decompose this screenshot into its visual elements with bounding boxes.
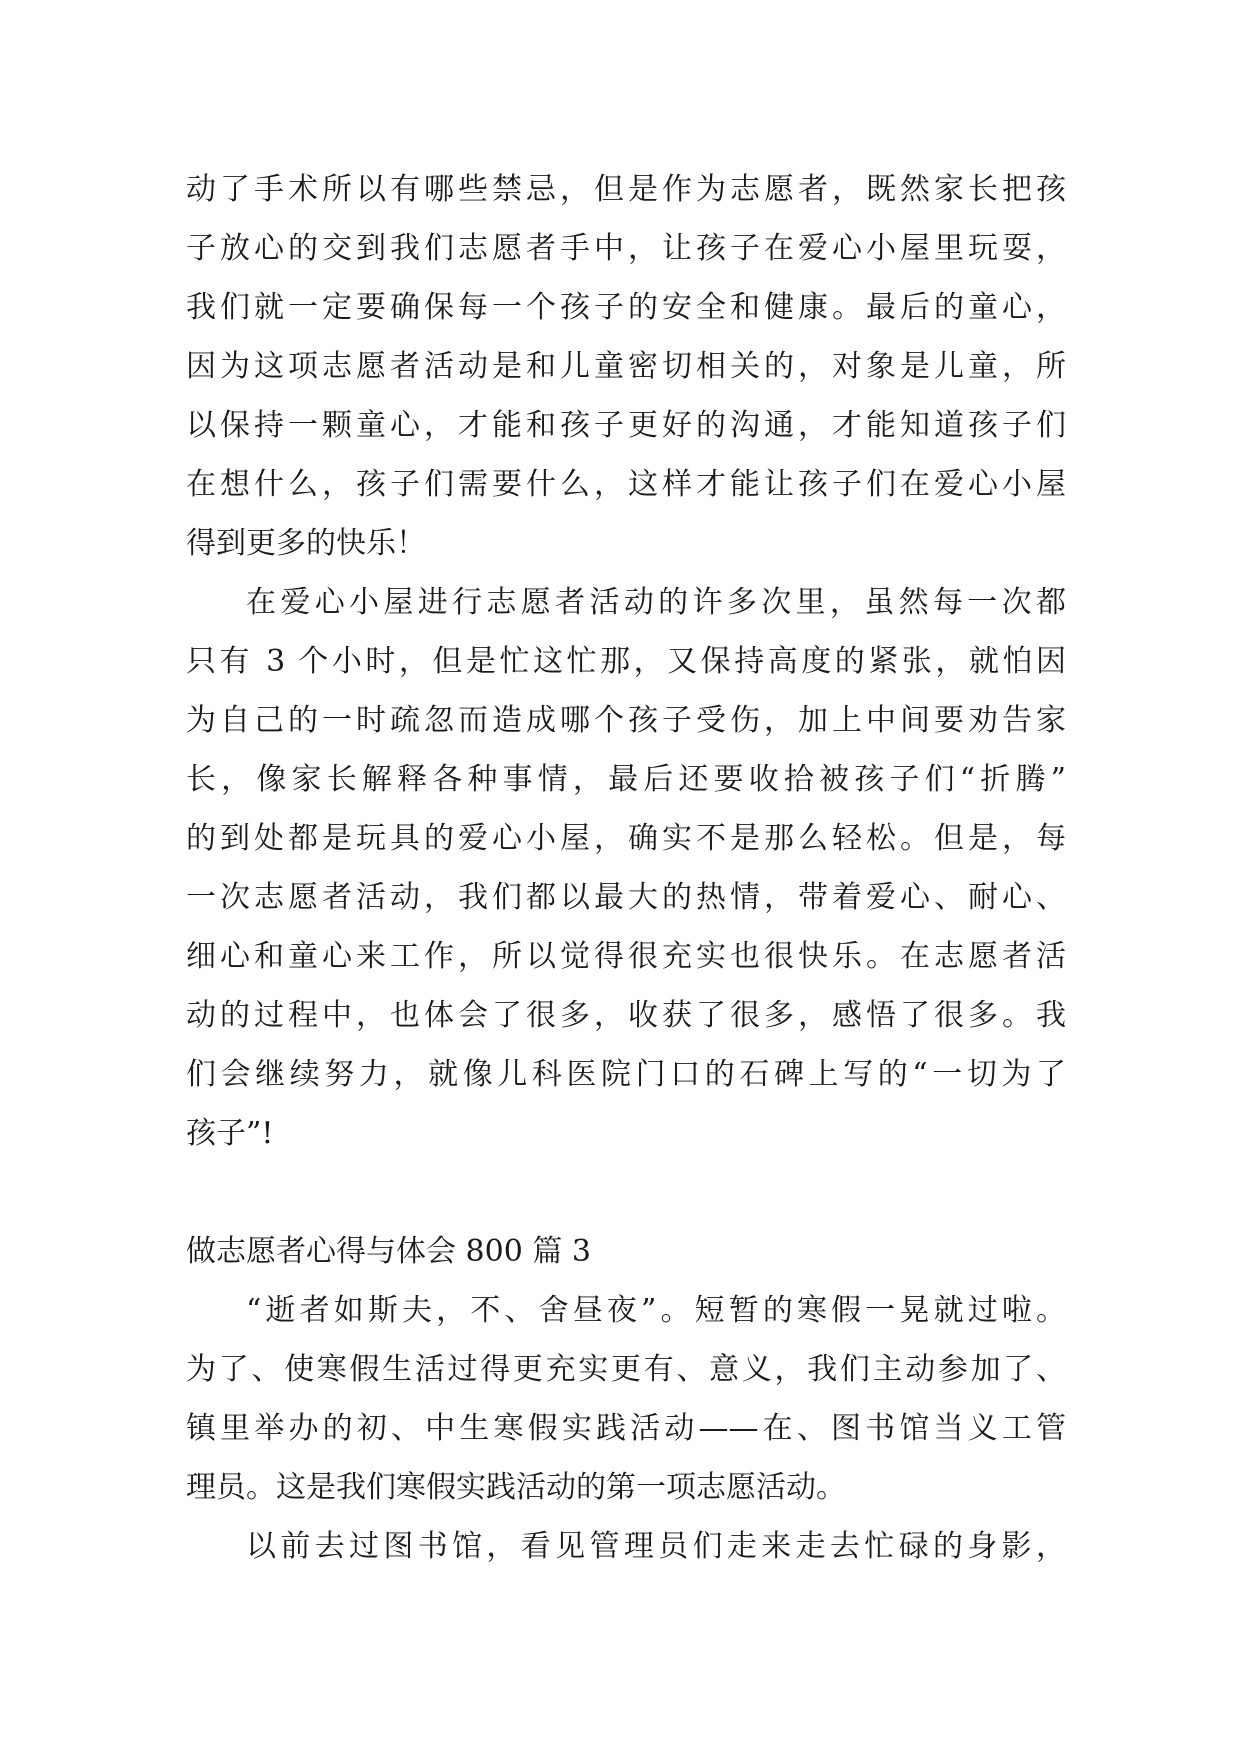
section-heading: 做志愿者心得与体会 800 篇 3 [186,1234,591,1269]
paragraph-4 [186,1517,1066,1576]
paragraph-spacer [186,1163,1066,1222]
text-line: 理员。这是我们寒假实践活动的第一项志愿活动。 [186,1470,846,1505]
text-line: 得到更多的快乐！ [186,526,426,561]
text-line: 镇里举办的初、中生寒假实践活动——在、图书馆当义工管 [186,1411,1066,1446]
paragraph-2 [186,573,1066,1163]
text-line: 在爱心小屋进行志愿者活动的许多次里，虽然每一次都 [246,585,1066,620]
text-line: 因为这项志愿者活动是和儿童密切相关的，对象是儿童，所 [186,349,1066,384]
text-line: 为了、使寒假生活过得更充实更有、意义，我们主动参加了、 [186,1352,1066,1387]
text-line: 的到处都是玩具的爱心小屋，确实不是那么轻松。但是，每 [186,821,1066,856]
paragraph-1 [186,160,1066,573]
paragraph-3 [186,1281,1066,1517]
text-line: 以保持一颗童心，才能和孩子更好的沟通，才能知道孩子们 [186,408,1066,443]
text-line: 细心和童心来工作，所以觉得很充实也很快乐。在志愿者活 [186,939,1066,974]
text-line: “逝者如斯夫，不、舍昼夜”。短暂的寒假一晃就过啦。 [246,1293,1066,1328]
text-line: 为自己的一时疏忽而造成哪个孩子受伤，加上中间要劝告家 [186,703,1066,738]
document-body [186,160,1066,1576]
text-line: 长，像家长解释各种事情，最后还要收拾被孩子们“折腾” [186,762,1066,797]
text-line: 只有 3 个小时，但是忙这忙那，又保持高度的紧张，就怕因 [186,644,1066,679]
text-line: 子放心的交到我们志愿者手中，让孩子在爱心小屋里玩耍， [186,231,1066,266]
text-line: 我们就一定要确保每一个孩子的安全和健康。最后的童心， [186,290,1066,325]
text-line: 在想什么，孩子们需要什么，这样才能让孩子们在爱心小屋 [186,467,1066,502]
text-line: 一次志愿者活动，我们都以最大的热情，带着爱心、耐心、 [186,880,1066,915]
text-line: 以前去过图书馆，看见管理员们走来走去忙碌的身影， [246,1529,1066,1564]
text-line: 们会继续努力，就像儿科医院门口的石碑上写的“一切为了 [186,1057,1066,1092]
text-line: 动的过程中，也体会了很多，收获了很多，感悟了很多。我 [186,998,1066,1033]
text-line: 动了手术所以有哪些禁忌，但是作为志愿者，既然家长把孩 [186,172,1066,207]
text-line: 孩子”! [186,1116,274,1151]
